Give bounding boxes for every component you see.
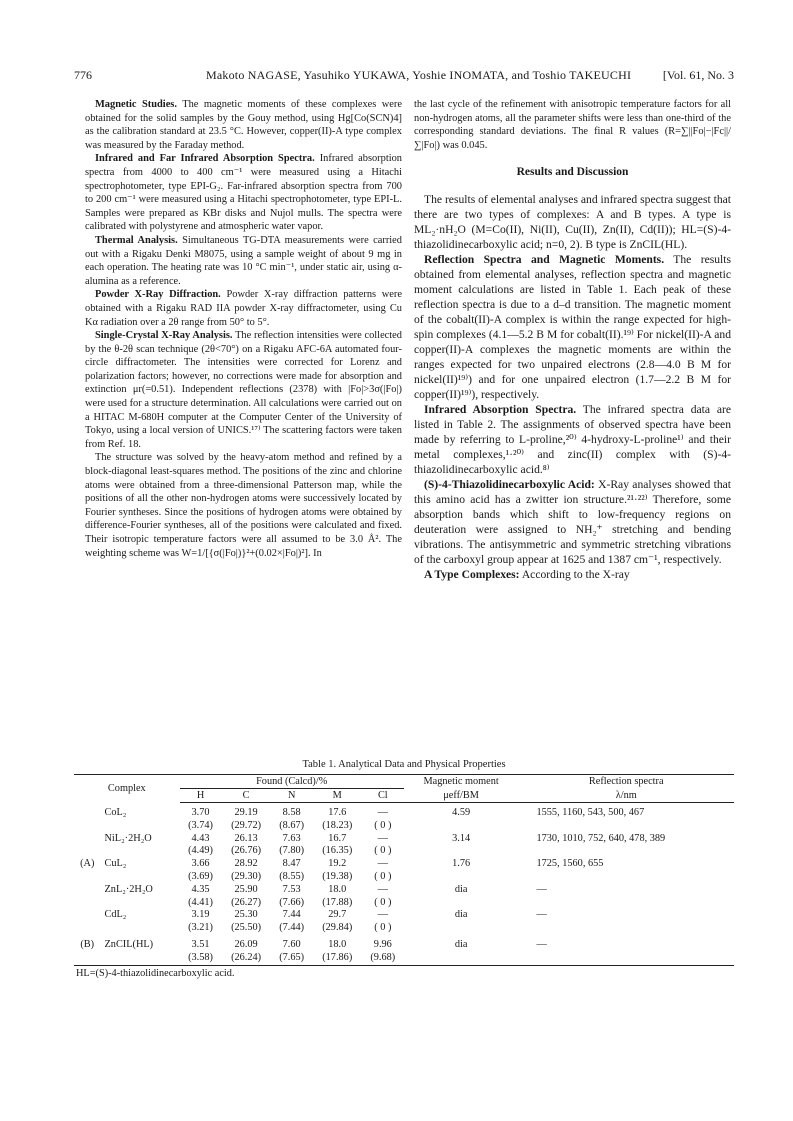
col-header-mag-unit: μeff/BM bbox=[404, 789, 519, 803]
cell-h: 3.51 bbox=[191, 938, 210, 950]
cell-n: 7.53 bbox=[282, 883, 301, 895]
paragraph-infrared bbox=[85, 152, 402, 234]
cell-complex: CdL₂ bbox=[104, 909, 127, 921]
cell-reflection bbox=[518, 820, 734, 833]
paragraph-text: Infrared absorption spectra from 4000 to 400 cm⁻¹ were measured using a Hitachi spectrophotometer, type EPI-G₂. Far-infrared absorption spectra from 700 to 200 cm⁻¹ were measured using a Hitachi spectrophotometer, type EPI-L. Samples were prepared as KBr disks and Nujol mulls. The spectra were calibrated with polystyrene and atmospheric water vapor. bbox=[85, 153, 402, 233]
paragraph-heading: Infrared Absorption Spectra. bbox=[424, 402, 577, 416]
cell-magnetic: 4.59 bbox=[452, 807, 471, 818]
paragraph-results-intro: The results of elemental analyses and infrared spectra suggest that there are two types of complexes: A and B types. A type is ML₂·nH₂O (M=Co(II), Ni(II), Cu(II), Zn(II), Cd(II)); HL=(S)-4-thiazolidinecarboxylic acid; n=0, 2). B type is ZnCIL(HL). bbox=[414, 192, 731, 251]
cell-group bbox=[74, 909, 101, 922]
paragraph-a-type bbox=[414, 567, 731, 582]
analytical-data-table bbox=[74, 774, 734, 966]
table-footnote: HL=(S)-4-thiazolidinecarboxylic acid. bbox=[76, 967, 235, 979]
page-number: 776 bbox=[74, 68, 92, 82]
cell-h: 3.70 bbox=[191, 807, 210, 818]
cell-n: 8.58 bbox=[282, 807, 301, 818]
cell-magnetic bbox=[404, 897, 519, 910]
cell-magnetic: dia bbox=[454, 938, 468, 950]
table-row bbox=[74, 922, 734, 935]
paragraph-thermal bbox=[85, 234, 402, 288]
cell-m: (17.88) bbox=[322, 896, 353, 908]
cell-magnetic bbox=[404, 820, 519, 833]
cell-h: (4.49) bbox=[188, 845, 213, 857]
cell-group bbox=[74, 884, 101, 897]
cell-complex bbox=[101, 820, 180, 833]
header-authors: Makoto NAGASE, Yasuhiko YUKAWA, Yoshie INOMATA, and Toshio TAKEUCHI bbox=[206, 68, 632, 82]
running-header bbox=[74, 68, 734, 86]
paragraph-refinement: the last cycle of the refinement with anisotropic temperature factors for all non-hydrogen atoms, all the parameter shifts were less than one-third of the corresponding standard deviations. The final R values (R=∑||Fo|−|Fc||/∑|Fo|) was 0.045. bbox=[414, 99, 731, 151]
cell-complex: ZnL₂·2H₂O bbox=[104, 883, 153, 895]
cell-reflection bbox=[518, 922, 734, 935]
paragraph-thiazolidine bbox=[414, 477, 731, 567]
col-header-magnetic: Magnetic moment bbox=[404, 775, 519, 789]
cell-h: (3.69) bbox=[188, 870, 213, 882]
cell-n: (7.44) bbox=[279, 922, 305, 934]
table-row bbox=[74, 897, 734, 910]
cell-m: 18.0 bbox=[328, 883, 347, 895]
cell-complex: ZnCIL(HL) bbox=[104, 938, 154, 950]
paragraph-heading: Single-Crystal X-Ray Analysis. bbox=[95, 330, 233, 342]
paragraph-magnetic-studies bbox=[85, 98, 402, 152]
paragraph-heading: A Type Complexes: bbox=[424, 567, 520, 581]
table-row bbox=[74, 833, 734, 846]
cell-group bbox=[74, 845, 101, 858]
cell-cl: ( 0 ) bbox=[374, 845, 392, 857]
cell-magnetic bbox=[404, 871, 519, 884]
paragraph-heading: Powder X-Ray Diffraction. bbox=[95, 289, 221, 301]
cell-n: (8.67) bbox=[279, 819, 305, 831]
paragraph-heading: Infrared and Far Infrared Absorption Spectra. bbox=[95, 153, 315, 165]
cell-m: (19.38) bbox=[322, 870, 353, 882]
cell-cl: — bbox=[377, 807, 388, 818]
paragraph-heading: Magnetic Studies. bbox=[95, 99, 177, 110]
cell-complex bbox=[101, 897, 180, 910]
cell-n: (7.65) bbox=[271, 952, 313, 965]
cell-c: 26.09 bbox=[234, 938, 258, 950]
cell-m: (18.23) bbox=[322, 819, 353, 831]
table-row bbox=[74, 858, 734, 871]
cell-h: (4.41) bbox=[188, 896, 213, 908]
cell-m: 19.2 bbox=[328, 858, 347, 870]
cell-h: 4.35 bbox=[191, 883, 210, 895]
cell-complex bbox=[101, 922, 180, 935]
cell-c: (29.30) bbox=[231, 870, 262, 882]
cell-n: 7.60 bbox=[282, 938, 301, 950]
paragraph-single-crystal bbox=[85, 329, 402, 451]
table-row bbox=[74, 845, 734, 858]
results-body bbox=[414, 192, 731, 582]
cell-c: 25.90 bbox=[234, 883, 258, 895]
cell-group bbox=[74, 952, 101, 965]
paragraph-text: According to the X-ray bbox=[521, 567, 630, 581]
cell-n: 7.44 bbox=[282, 909, 301, 921]
table-caption: Table 1. Analytical Data and Physical Properties bbox=[302, 759, 506, 770]
cell-m: 29.7 bbox=[328, 909, 347, 921]
cell-c: 28.92 bbox=[234, 858, 258, 870]
paragraph-heading: (S)-4-Thiazolidinecarboxylic Acid: bbox=[424, 477, 595, 491]
col-header-c: C bbox=[221, 789, 270, 803]
paragraph-powder-xray bbox=[85, 288, 402, 329]
cell-h: (3.21) bbox=[188, 922, 213, 934]
cell-m: (17.86) bbox=[313, 952, 362, 965]
table-row bbox=[74, 820, 734, 833]
cell-c: (26.24) bbox=[221, 952, 270, 965]
cell-c: 26.13 bbox=[234, 832, 258, 844]
cell-group bbox=[74, 922, 101, 935]
cell-n: (7.80) bbox=[279, 845, 305, 857]
cell-group bbox=[74, 897, 101, 910]
paragraph-structure-solution: The structure was solved by the heavy-atom method and refined by a block-diagonal least-squares method. The positions of the zinc and chlorine atoms were obtained from a three-dimensional Patterson map, while the positions of all the other non-hydrogen atoms were successively located by Fourier syntheses. Since the positions of hydrogen atoms were obtained by difference-Fourier syntheses, all of the positions were calculated and fixed. Their isotropic temperature factors were all assumed to be 3.0 Å². The weighting scheme was W=1/[{σ(|Fo|)}²+(0.02×|Fo|)²]. In bbox=[85, 452, 402, 559]
cell-h: (3.58) bbox=[180, 952, 222, 965]
cell-group bbox=[74, 833, 101, 846]
cell-cl: — bbox=[377, 909, 388, 921]
cell-reflection bbox=[518, 845, 734, 858]
col-header-found: Found (Calcd)/% bbox=[180, 775, 404, 789]
paragraph-text: The magnetic moments of these complexes were obtained for the solid samples by the Gouy method, using Hg[Co(SCN)4] as the calibration standard at 23.5 °C. However, copper(II)-A type complex was measured by the Faraday method. bbox=[85, 99, 402, 151]
cell-m: (29.84) bbox=[322, 922, 353, 934]
cell-cl: (9.68) bbox=[362, 952, 404, 965]
cell-cl: ( 0 ) bbox=[374, 870, 392, 882]
cell-reflection: 1730, 1010, 752, 640, 478, 389 bbox=[536, 832, 666, 844]
col-header-n: N bbox=[271, 789, 313, 803]
cell-n: (7.66) bbox=[279, 896, 305, 908]
cell-group bbox=[74, 803, 101, 820]
cell-group: (B) bbox=[80, 938, 95, 950]
cell-reflection bbox=[518, 871, 734, 884]
cell-complex: CuL₂ bbox=[104, 858, 127, 870]
cell-h: 4.43 bbox=[191, 832, 210, 844]
table-row bbox=[74, 871, 734, 884]
paragraph-text: Simultaneous TG-DTA measurements were carried out with a Rigaku Denki M8075, using a sample weight of about 9 mg in each operation. The heating rate was 10 °C min⁻¹, under static air, using α-alumina as a reference. bbox=[85, 234, 402, 287]
cell-cl: 9.96 bbox=[373, 938, 392, 950]
table-row bbox=[74, 884, 734, 897]
right-column bbox=[414, 98, 731, 582]
paragraph-reflection bbox=[414, 252, 731, 402]
cell-cl: — bbox=[377, 832, 388, 844]
col-header-reflection: Reflection spectra bbox=[518, 775, 734, 789]
col-header-m: M bbox=[313, 789, 362, 803]
cell-n: (8.55) bbox=[279, 870, 305, 882]
col-header-h: H bbox=[180, 789, 222, 803]
cell-cl: — bbox=[377, 858, 388, 870]
cell-magnetic bbox=[404, 922, 519, 935]
cell-complex bbox=[101, 952, 180, 965]
cell-magnetic: dia bbox=[454, 883, 468, 895]
cell-complex: CoL₂ bbox=[104, 806, 127, 818]
cell-magnetic bbox=[404, 845, 519, 858]
cell-cl: ( 0 ) bbox=[374, 896, 392, 908]
paragraph-text: The reflection intensities were collected by the θ-2θ scan technique (2θ<70°) on a Rigaku AFC-6A automated four-circle diffractometer. The intensities were corrected for Lorenz and polarization factors; however, no corrections were made for absorption and extinction μr(=0.51). Independent reflections (2378) with |Fo|>3σ(|Fo|) were used for a structure determination. All calculations were carried out on a HITAC M-680H computer at the Computer Center of the University of Tokyo, using a local version of UNICS.¹⁷⁾ The scattering factors were taken from Ref. 18. bbox=[85, 330, 402, 450]
cell-c: (26.76) bbox=[231, 845, 262, 857]
cell-reflection bbox=[518, 952, 734, 965]
paragraph-text: The results obtained from elemental analyses, reflection spectra and magnetic moment calculations are listed in Table 1. Each peak of these reflection spectra is due to a d–d transition. The magnetic moment of the cobalt(II)-A complex is within the range expected for high-spin complexes (4.1—5.2 B M for cobalt(II).¹⁹⁾ For nickel(II)-A and copper(II)-A complexes the magnetic moments are within the ranges expected for two unpaired electrons (2.8—4.0 B M for nickel(II)¹⁹⁾) and for one unpaired electron (1.7—2.2 B M for copper(II)¹⁹⁾), respectively. bbox=[414, 252, 731, 401]
cell-c: (26.27) bbox=[231, 896, 262, 908]
cell-c: 25.30 bbox=[234, 909, 258, 921]
cell-cl: ( 0 ) bbox=[374, 819, 392, 831]
cell-reflection: — bbox=[536, 883, 547, 895]
cell-h: 3.19 bbox=[191, 909, 210, 921]
table-row bbox=[74, 803, 734, 820]
cell-magnetic: 3.14 bbox=[452, 832, 471, 844]
cell-magnetic: dia bbox=[454, 909, 468, 921]
cell-m: 16.7 bbox=[328, 832, 347, 844]
cell-n: 7.63 bbox=[282, 832, 301, 844]
paragraph-text: X-Ray analyses showed that this amino acid has a zwitter ion structure.²¹·²²⁾ Therefore, some absorption bands which shift to low-frequency regions on deuteration were assigned to NH₂⁺ stretching and bending vibrations. The antisymmetric and symmetric stretching vibrations of the carboxyl group appear at 1625 and 1387 cm⁻¹, respectively. bbox=[414, 477, 732, 566]
cell-reflection: 1725, 1560, 655 bbox=[536, 858, 604, 870]
paragraph-heading: Reflection Spectra and Magnetic Moments. bbox=[424, 252, 665, 266]
header-volume: [Vol. 61, No. 3 bbox=[662, 68, 734, 82]
left-column bbox=[85, 98, 402, 560]
cell-magnetic: 1.76 bbox=[452, 858, 471, 870]
table-row bbox=[74, 952, 734, 965]
table-body bbox=[74, 803, 734, 966]
cell-c: (25.50) bbox=[231, 922, 262, 934]
cell-group bbox=[74, 871, 101, 884]
cell-reflection bbox=[518, 897, 734, 910]
cell-complex bbox=[101, 845, 180, 858]
cell-h: (3.74) bbox=[188, 819, 213, 831]
cell-m: 17.6 bbox=[328, 807, 347, 818]
section-title: Results and Discussion bbox=[516, 166, 629, 179]
cell-reflection: — bbox=[536, 909, 547, 921]
cell-complex bbox=[101, 871, 180, 884]
cell-cl: ( 0 ) bbox=[374, 922, 392, 934]
cell-magnetic bbox=[404, 952, 519, 965]
cell-m: (16.35) bbox=[322, 845, 353, 857]
cell-reflection: 1555, 1160, 543, 500, 467 bbox=[536, 807, 645, 818]
col-header-cl: Cl bbox=[362, 789, 404, 803]
table-row bbox=[74, 909, 734, 922]
paragraph-text: The infrared spectra data are listed in Table 2. The assignments of observed spectra have been made by referring to L-proline,²⁰⁾ 4-hydroxy-L-proline¹⁾ and their metal complexes,¹·²⁰⁾ and zinc(II) complex with (S)-4-thiazolidinecarboxylic acid.⁸⁾ bbox=[414, 402, 731, 476]
cell-n: 8.47 bbox=[282, 858, 301, 870]
cell-group: (A) bbox=[80, 858, 95, 870]
cell-reflection: — bbox=[536, 938, 547, 950]
table-row bbox=[74, 935, 734, 952]
cell-c: (29.72) bbox=[231, 819, 262, 831]
col-header-refl-unit: λ/nm bbox=[518, 789, 734, 803]
cell-h: 3.66 bbox=[191, 858, 210, 870]
cell-m: 18.0 bbox=[328, 938, 347, 950]
paragraph-heading: Thermal Analysis. bbox=[95, 234, 178, 246]
table-1 bbox=[74, 759, 734, 979]
paragraph-ir-spectra bbox=[414, 402, 731, 477]
paragraph-text: Powder X-ray diffraction patterns were obtained with a Rigaku RAD IIA powder X-ray diffractometer, using Cu Kα radiation over a 2θ range from 50° to 5°. bbox=[85, 289, 402, 328]
col-header-complex: Complex bbox=[74, 775, 180, 803]
cell-group bbox=[74, 820, 101, 833]
cell-complex: NiL₂·2H₂O bbox=[104, 832, 152, 844]
cell-c: 29.19 bbox=[234, 807, 258, 818]
cell-cl: — bbox=[377, 883, 388, 895]
